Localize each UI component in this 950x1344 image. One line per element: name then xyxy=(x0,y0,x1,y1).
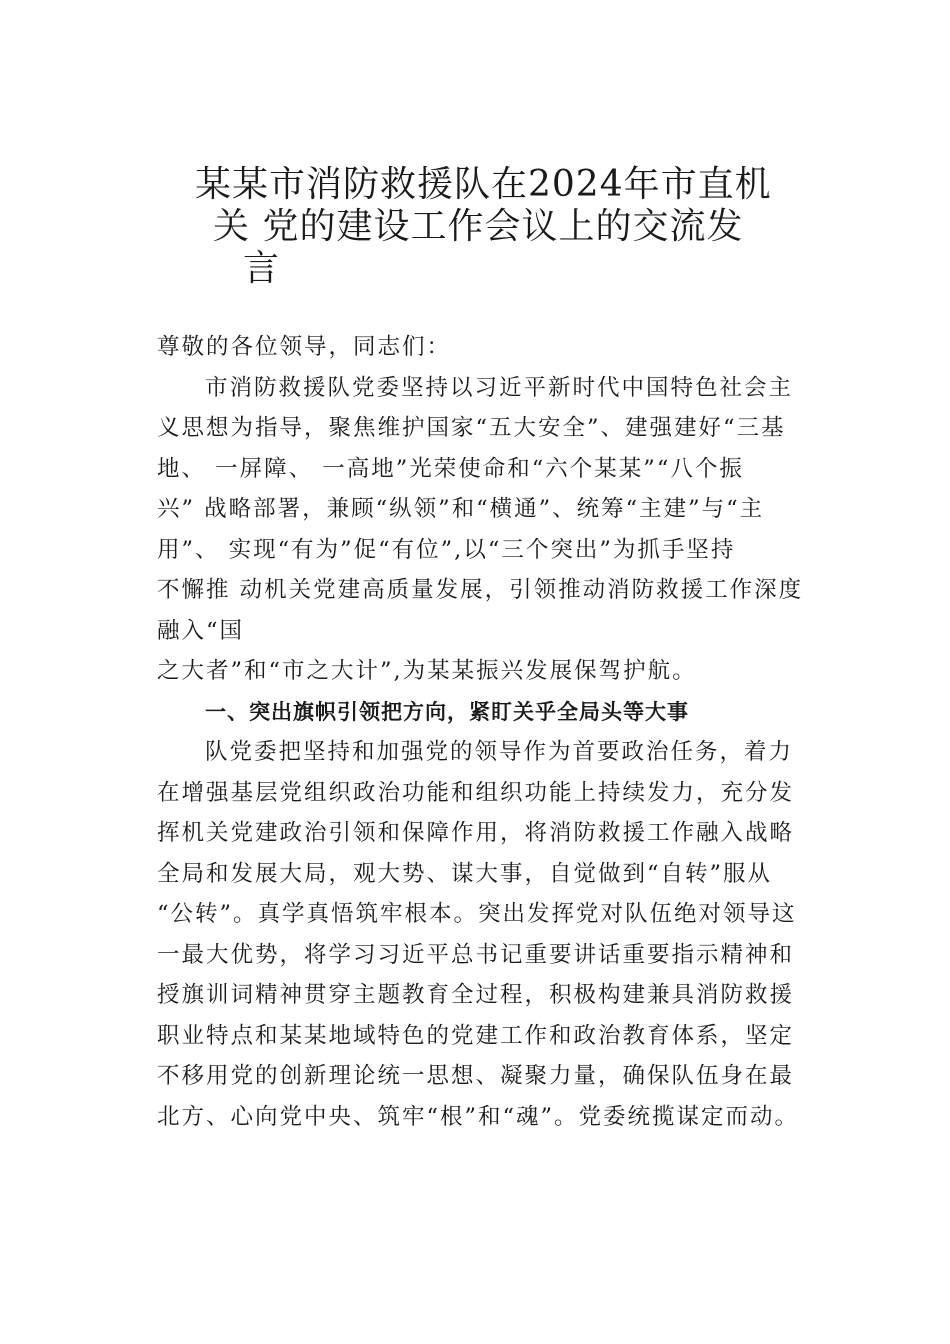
paragraph-line: 在增强基层党组织政治功能和组织功能上持续发力，充分发 xyxy=(157,779,795,806)
document-title xyxy=(195,164,775,290)
paragraph-line: 队党委把坚持和加强党的领导作为首要政治任务，着力 xyxy=(205,739,794,765)
title-line-3: 言 xyxy=(243,248,281,289)
paragraph-line: 北方、心向党中央、筑牢“根”和“魂”。党委统揽谋定而动。 xyxy=(157,1103,800,1130)
paragraph-line: 兴” 战略部署，兼顾“纵领”和“横通”、统筹“主建”与“主 xyxy=(157,496,765,522)
paragraph-line: 挥机关党建政治引领和保障作用，将消防救援工作融入战略 xyxy=(157,820,795,846)
paragraph-line: 义思想为指导，聚焦维护国家“五大安全”、建强建好“三基 xyxy=(157,415,786,441)
title-line-1: 某某市消防救援队在2024年市直机 xyxy=(195,164,772,205)
paragraph-line: “公转”。真学真悟筑牢根本。突出发挥党对队伍绝对领导这 xyxy=(157,901,797,927)
paragraph-line: 不移用党的创新理论统一思想、凝聚力量，确保队伍身在最 xyxy=(157,1063,795,1089)
salutation: 尊敬的各位领导，同志们： xyxy=(157,334,452,360)
paragraph-line: 全局和发展大局，观大势、谋大事，自觉做到“自转”服从 xyxy=(157,860,773,887)
paragraph-line: 市消防救援队党委坚持以习近平新时代中国特色社会主 xyxy=(205,374,794,401)
section-heading: 一、突出旗帜引领把方向，紧盯关乎全局头等大事 xyxy=(205,699,689,724)
intro-paragraph xyxy=(157,368,847,692)
document-body xyxy=(157,327,847,1137)
paragraph-line: 一最大优势，将学习习近平总书记重要讲话重要指示精神和 xyxy=(157,941,795,968)
paragraph-line: 授旗训词精神贯穿主题教育全过程，积极构建兼具消防救援 xyxy=(157,982,795,1008)
section-1-paragraph xyxy=(157,732,847,1137)
title-line-2: 关 党的建设工作会议上的交流发 xyxy=(213,206,744,247)
paragraph-line: 之大者”和“市之大计”,为某某振兴发展保驾护航。 xyxy=(157,658,697,684)
paragraph-line: 不懈推 动机关党建高质量发展，引领推动消防救援工作深度 xyxy=(157,577,804,603)
paragraph-line: 融入“国 xyxy=(157,617,245,644)
paragraph-line: 用”、 实现“有为”促“有位”,以“三个突出”为抓手坚持 xyxy=(157,536,736,563)
paragraph-line: 地、 一屏障、 一高地”光荣使命和“六个某某”“八个振 xyxy=(157,455,744,482)
paragraph-line: 职业特点和某某地域特色的党建工作和政治教育体系，坚定 xyxy=(157,1022,795,1049)
